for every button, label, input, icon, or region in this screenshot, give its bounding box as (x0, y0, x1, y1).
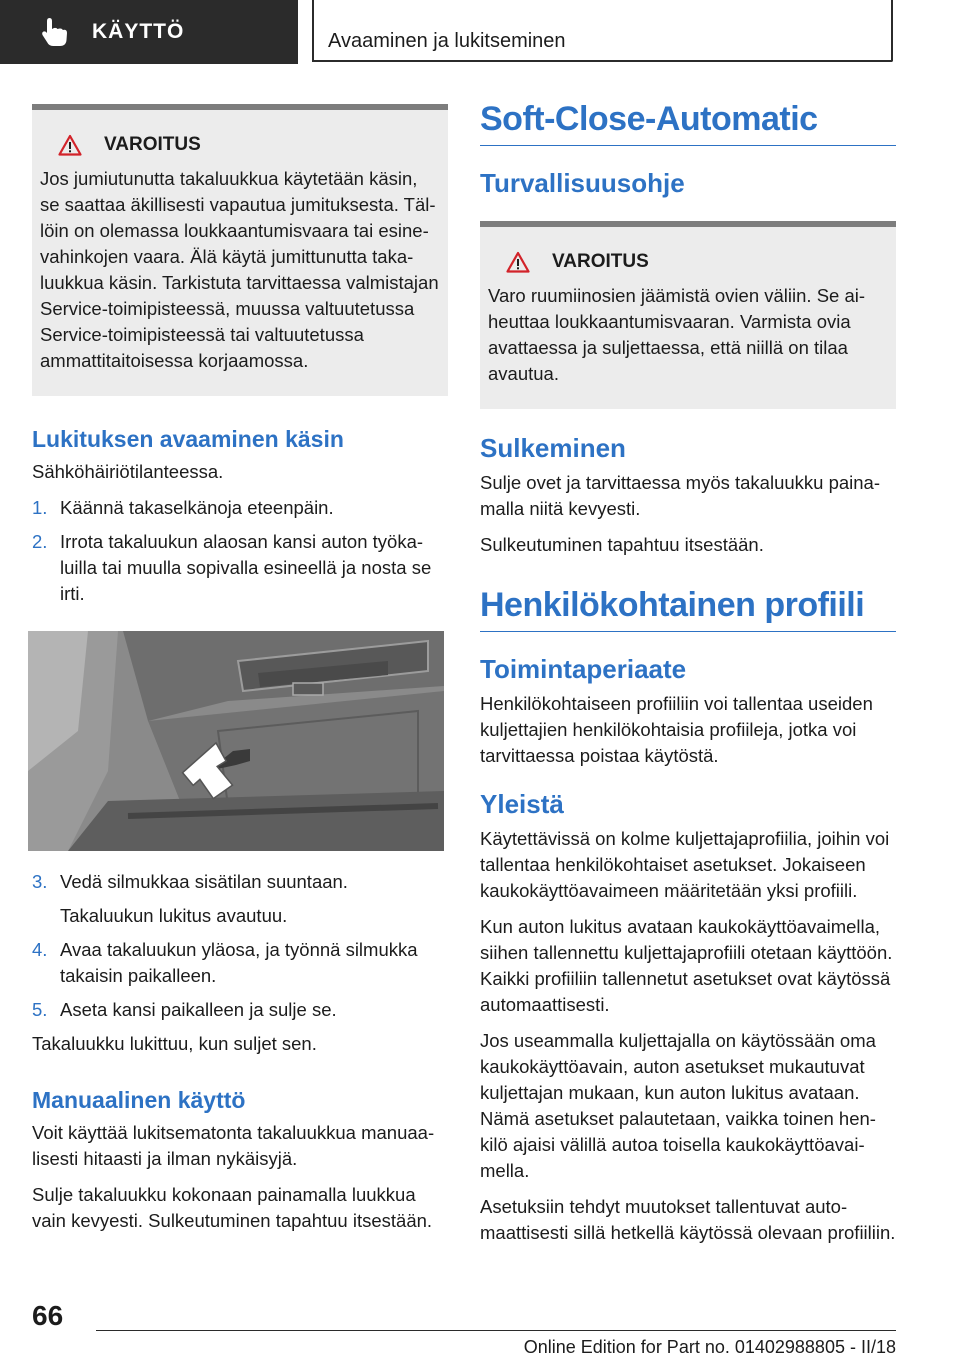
warning-title-text: VAROITUS (552, 251, 649, 272)
list-item: 3. Vedä silmukkaa sisätilan suuntaan. (32, 871, 348, 892)
paragraph: Sulje ovet ja tarvittaessa myös takaluukku painamalla niitä kevyesti. (480, 472, 881, 519)
list-item: 1. Käännä takaselkänoja eteenpäin. (32, 497, 334, 518)
page-number: 66 (32, 1300, 64, 1331)
section-tab (0, 0, 298, 64)
section-tab-label: KÄYTTÖ (92, 20, 185, 43)
warning-triangle-icon (506, 251, 530, 273)
heading-closing: Sulkeminen (480, 433, 626, 463)
warning-text: Jos jumiutunutta takaluukkua käytetään käsin, se saattaa äkillisesti vapautua jumituksesta. Tällöin on olemassa loukkaantumisvaara tai esinevahinkojen vaara. Älä käytä jumittunutta takaluukkua käsin. Tarkistuta tarvittaessa valmistajan Service-toimipisteessä, muussa valtuutetussa Service-toimipisteessä tai valtuutetussa ammattitaitoisessa korjaamossa. (40, 168, 439, 371)
heading-safety: Turvallisuusohje (480, 168, 685, 198)
list-item: 2. Irrota takaluukun alaosan kansi auton työkaluilla tai muulla sopivalla esineellä ja nosta se irti. (32, 531, 432, 604)
right-column (480, 100, 896, 1256)
trunk-illustration (28, 631, 444, 851)
step-result: Takaluukun lukitus avautuu. (60, 905, 288, 926)
heading-soft-close: Soft-Close-Automatic (480, 100, 896, 146)
paragraph: Kun auton lukitus avataan kaukokäyttöavaimella, siihen tallennettu kuljettajaprofiili otetaan käyttöön. Kaikki profiiliin tallennetut asetukset ovat käytössä automaattisesti. (480, 916, 893, 1015)
left-column (32, 104, 448, 1244)
steps-list (32, 869, 448, 895)
warning-title (40, 134, 440, 156)
paragraph: Sähköhäiriötilanteessa. (32, 461, 224, 482)
paragraph: Jos useammalla kuljettajalla on käytössään oma kaukokäyttöavain, auton asetukset mukautuvat kuljettajan mukaan, kun auton lukitus avataan. Nämä asetukset palautetaan, vaikka toinen henkilö ajaisi välillä autoa toisella kaukokäyttöavaimella. (480, 1030, 876, 1181)
warning-triangle-icon (58, 134, 82, 156)
paragraph: Voit käyttää lukitsematonta takaluukkua manuaalisesti hitaasti ja ilman nykäisyjä. (32, 1122, 435, 1169)
heading-manual-use: Manuaalinen käyttö (32, 1087, 246, 1113)
paragraph: Sulkeutuminen tapahtuu itsestään. (480, 534, 764, 555)
steps-list (32, 937, 448, 1023)
heading-general: Yleistä (480, 789, 564, 819)
paragraph: Takaluukku lukittuu, kun suljet sen. (32, 1033, 317, 1054)
warning-text: Varo ruumiinosien jäämistä ovien väliin. Se aiheuttaa loukkaantumisvaaran. Varmista ovia avattaessa ja suljettaessa, että niillä on tilaa avautua. (488, 285, 866, 384)
warning-title-text: VAROITUS (104, 134, 201, 155)
heading-manual-unlock: Lukituksen avaaminen käsin (32, 426, 344, 452)
warning-box (32, 104, 448, 396)
warning-box (480, 221, 896, 409)
trunk-release-loop-image (28, 631, 444, 851)
heading-principle: Toimintaperiaate (480, 654, 687, 684)
warning-title (488, 251, 888, 273)
paragraph: Asetuksiin tehdyt muutokset tallentuvat automaattisesti sillä hetkellä käytössä olevaan profiiliin. (480, 1196, 896, 1243)
paragraph: Sulje takaluukku kokonaan painamalla luukkua vain kevyesti. Sulkeutuminen tapahtuu itsestään. (32, 1184, 433, 1231)
heading-profile: Henkilökohtainen profiili (480, 586, 896, 632)
steps-list (32, 495, 448, 607)
chapter-title: Avaaminen ja lukitseminen (312, 0, 893, 62)
list-item: 4. Avaa takaluukun yläosa, ja työnnä silmukka takaisin paikalleen. (32, 939, 418, 986)
footer-edition: Online Edition for Part no. 01402988805 - II/18 (96, 1330, 896, 1358)
hand-pointer-icon (38, 15, 72, 49)
paragraph: Henkilökohtaiseen profiiliin voi tallentaa useiden kuljettajien henkilökohtaisia profiileja, jotka voi tarvittaessa poistaa käytöstä. (480, 693, 873, 766)
list-item: 5. Aseta kansi paikalleen ja sulje se. (32, 999, 337, 1020)
paragraph: Käytettävissä on kolme kuljettajaprofiilia, joihin voi tallentaa henkilökohtaiset asetukset. Jokaiseen kaukokäyttöavaimeen määritetään yksi profiili. (480, 828, 890, 901)
